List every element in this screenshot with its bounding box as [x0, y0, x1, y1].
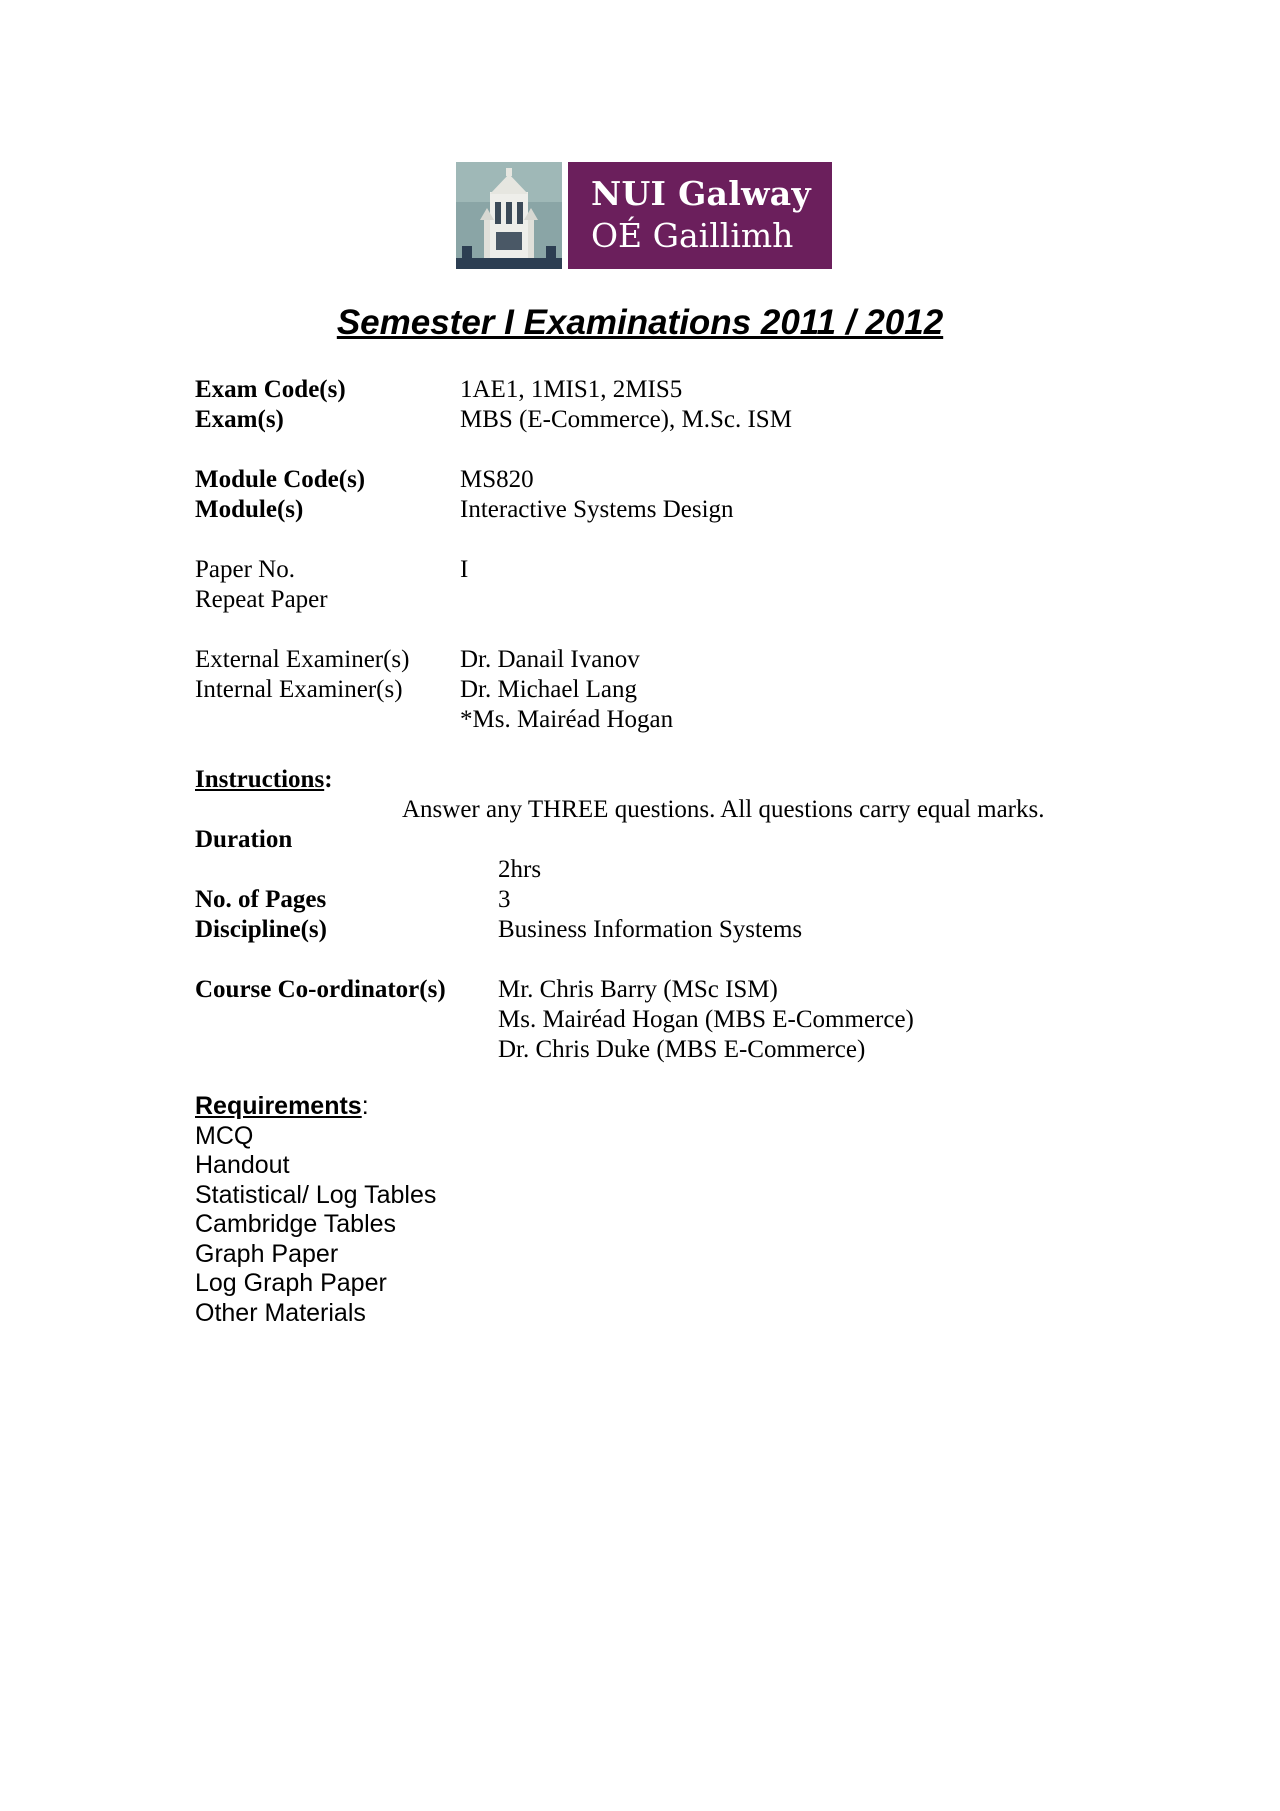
internal-examiners-label: Internal Examiner(s)	[195, 676, 403, 703]
instructions-label: Instructions	[195, 766, 325, 793]
instructions-text: Answer any THREE questions. All questions carry equal marks.	[402, 796, 1045, 823]
logo-name-irish: OÉ Gaillimh	[591, 216, 794, 255]
university-tower-icon	[456, 162, 562, 269]
requirements-label: Requirements	[195, 1092, 362, 1120]
course-coordinators-label: Course Co-ordinator(s)	[195, 976, 446, 1003]
page-title: Semester I Examinations 2011 / 2012	[336, 303, 944, 342]
exams-value: MBS (E-Commerce), M.Sc. ISM	[460, 406, 792, 433]
modules-value: Interactive Systems Design	[460, 496, 734, 523]
requirement-item: Other Materials	[195, 1299, 366, 1327]
module-codes-label: Module Code(s)	[195, 466, 366, 493]
logo-wordmark-box	[568, 162, 832, 269]
disciplines-label: Discipline(s)	[195, 916, 327, 943]
modules-label: Module(s)	[195, 496, 304, 523]
instructions-colon: :	[324, 766, 333, 793]
paper-no-label: Paper No.	[195, 556, 295, 583]
requirements-colon: :	[361, 1092, 369, 1120]
internal-examiner-2: *Ms. Mairéad Hogan	[460, 706, 674, 733]
course-coordinator-2: Ms. Mairéad Hogan (MBS E-Commerce)	[498, 1006, 914, 1033]
external-examiners-value: Dr. Danail Ivanov	[460, 646, 640, 673]
paper-no-value: I	[460, 556, 469, 583]
requirements-heading	[195, 1092, 369, 1122]
requirement-item: Cambridge Tables	[195, 1210, 397, 1238]
exam-codes-label: Exam Code(s)	[195, 376, 346, 403]
course-coordinator-1: Mr. Chris Barry (MSc ISM)	[498, 976, 778, 1003]
external-examiners-label: External Examiner(s)	[195, 646, 410, 673]
requirement-item: MCQ	[195, 1122, 254, 1150]
no-of-pages-label: No. of Pages	[195, 886, 327, 913]
module-codes-value: MS820	[460, 466, 534, 493]
repeat-paper-label: Repeat Paper	[195, 586, 328, 613]
no-of-pages-value: 3	[498, 886, 511, 913]
exam-codes-value: 1AE1, 1MIS1, 2MIS5	[460, 376, 683, 403]
duration-value: 2hrs	[498, 856, 542, 883]
university-logo	[456, 162, 832, 269]
requirement-item: Log Graph Paper	[195, 1269, 387, 1297]
internal-examiner-1: Dr. Michael Lang	[460, 676, 638, 703]
duration-label: Duration	[195, 826, 293, 853]
course-coordinator-3: Dr. Chris Duke (MBS E-Commerce)	[498, 1036, 866, 1063]
exams-label: Exam(s)	[195, 406, 284, 433]
disciplines-value: Business Information Systems	[498, 916, 803, 943]
requirement-item: Graph Paper	[195, 1240, 339, 1268]
requirement-item: Statistical/ Log Tables	[195, 1181, 437, 1209]
instructions-heading	[195, 765, 333, 795]
logo-name-english: NUI Galway	[591, 174, 811, 213]
requirement-item: Handout	[195, 1151, 290, 1179]
